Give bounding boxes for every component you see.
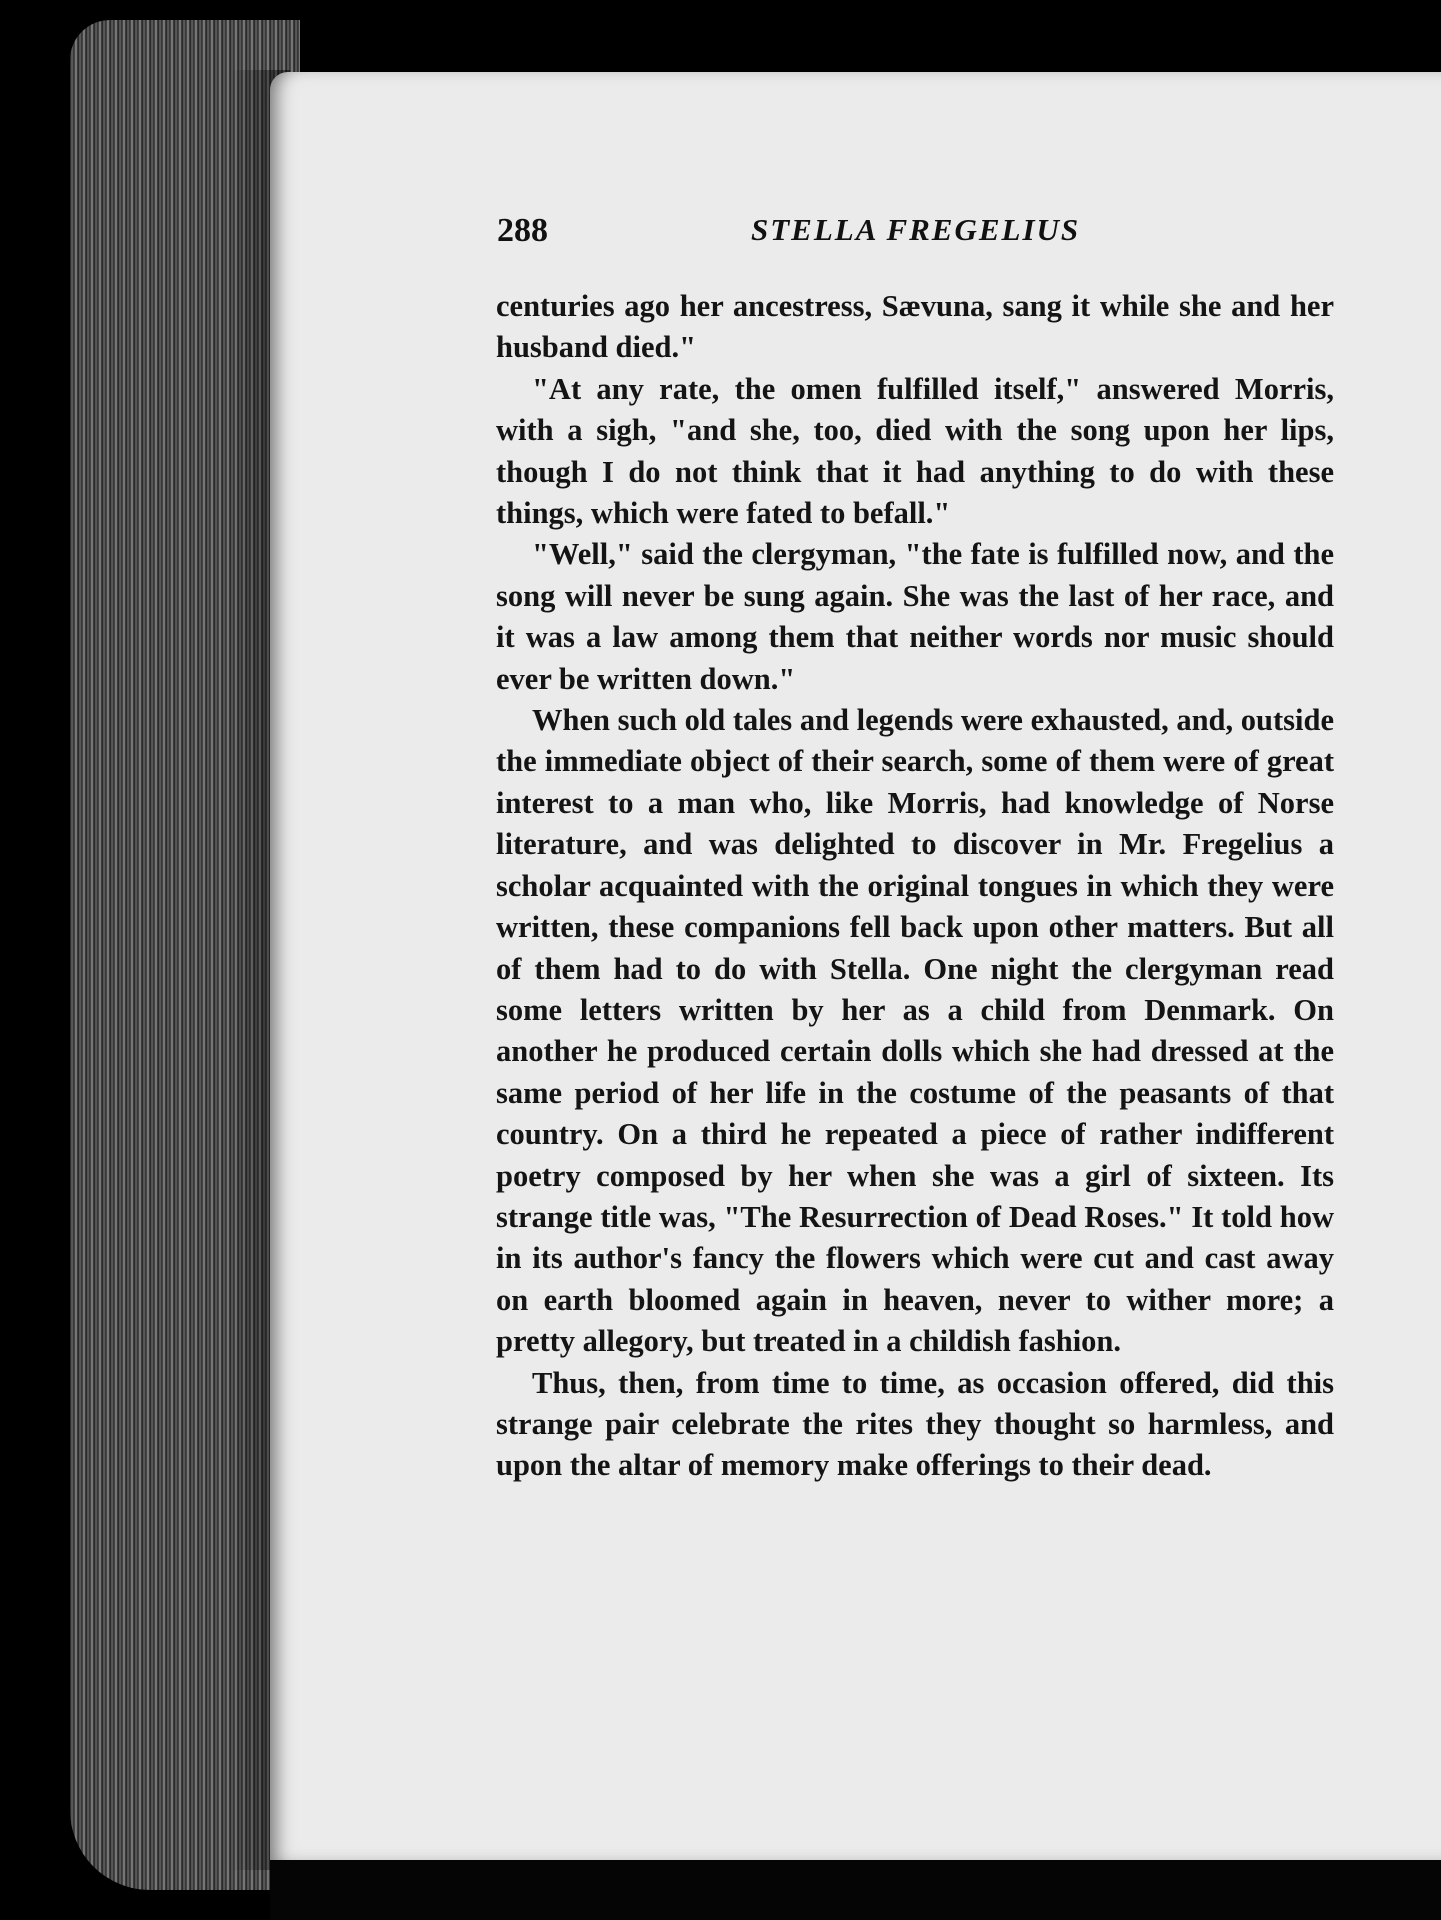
body-text [496, 286, 1334, 1487]
running-header [497, 212, 1097, 262]
running-title: STELLA FREGELIUS [751, 212, 1081, 247]
page-number: 288 [497, 212, 548, 249]
paragraph-continuation: centuries ago her ancestress, Sævuna, sang it while she and her husband died." [496, 289, 1334, 365]
paragraph: "At any rate, the omen fulfilled itself," answered Morris, with a sigh, "and she, too, died with the song upon her lips, though I do not think that it had anything to do with these things, which were fated to befall." [496, 371, 1334, 531]
paragraph: "Well," said the clergyman, "the fate is fulfilled now, and the song will never be sung again. She was the last of her race, and it was a law among them that neither words nor music should ever be written down." [496, 537, 1334, 696]
scan-bottom-border [270, 1860, 1441, 1920]
paragraph: When such old tales and legends were exhausted, and, outside the immediate object of their search, some of them were of great interest to a man who, like Morris, had knowledge of Norse literature, and was delighted to discover in Mr. Fregelius a scholar acquainted with the original tongues in which they were written, these companions fell back upon other matters. But all of them had to do with Stella. One night the clergyman read some letters written by her as a child from Denmark. On another he produced certain dolls which she had dressed at the same period of her life in the costume of the peasants of that country. On a third he repeated a piece of rather indifferent poetry composed by her when she was a girl of sixteen. Its strange title was, "The Resurrection of Dead Roses." It told how in its author's fancy the flowers which were cut and cast away on earth bloomed again in heaven, never to wither more; a pretty allegory, but treated in a childish fashion. [496, 703, 1334, 1359]
paragraph: Thus, then, from time to time, as occasion offered, did this strange pair celebrate the rites they thought so harmless, and upon the altar of memory make offerings to their dead. [496, 1365, 1334, 1483]
